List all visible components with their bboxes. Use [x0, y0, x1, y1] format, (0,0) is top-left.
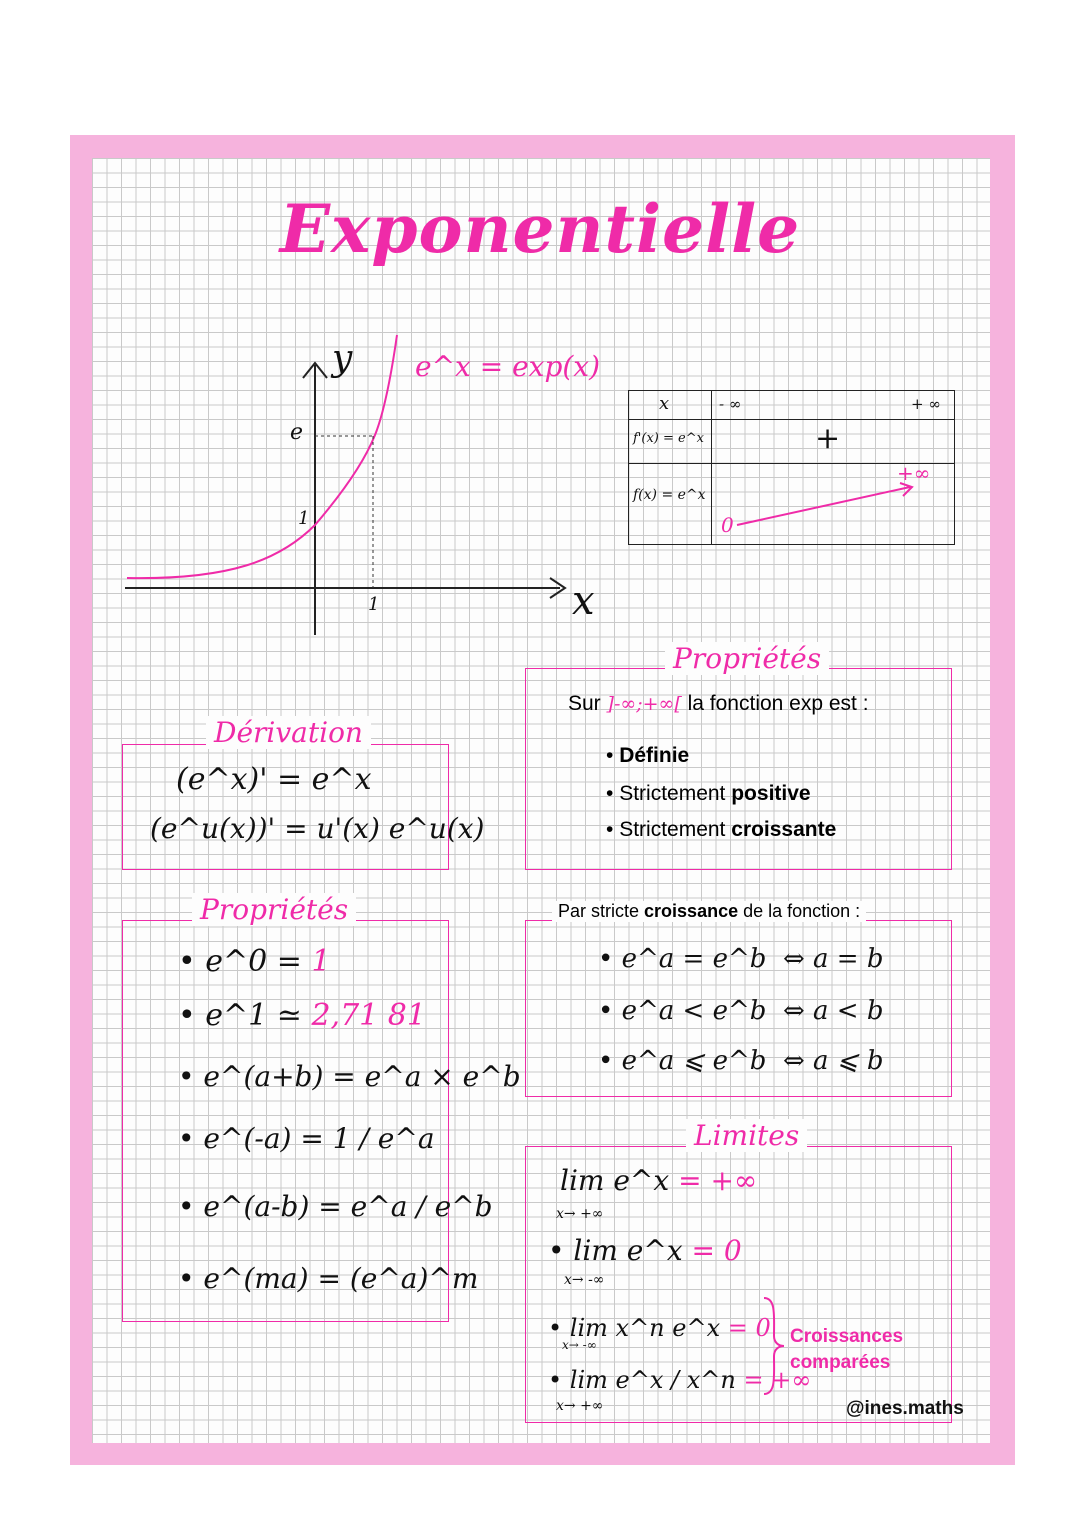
croissance-title: Par stricte croissance de la fonction :: [552, 901, 866, 922]
formula-row: • e^1 ≃ 2,71 81: [178, 998, 426, 1033]
intro-before: Sur: [568, 692, 601, 715]
interval: ]-∞;+∞[: [606, 693, 682, 715]
brace-label-line1: Croissances: [790, 1326, 904, 1347]
properties-formulas-title: Propriétés: [192, 893, 356, 926]
properties-intro: [568, 692, 869, 716]
derivative-label: f'(x) = e^x: [633, 431, 704, 446]
croissance-row: • e^a = e^b ⇔ a = b: [598, 944, 884, 974]
formula-row: • e^0 = 1: [178, 944, 331, 979]
page-title: Exponentielle: [279, 190, 801, 268]
property-item: • Définie: [606, 744, 690, 767]
formula-row: • e^(ma) = (e^a)^m: [178, 1262, 479, 1295]
intro-after: la fonction exp est :: [687, 692, 869, 715]
property-item: • Strictement croissante: [606, 818, 837, 841]
variation-arrow: [735, 480, 925, 535]
exp-formula: e^x = exp(x): [415, 350, 601, 383]
derivation-line-1: (e^x)' = e^x: [176, 762, 372, 797]
table-start-value: 0: [721, 513, 734, 537]
brace-label-line2: comparées: [790, 1352, 891, 1373]
croissance-row: • e^a < e^b ⇔ a < b: [598, 996, 884, 1026]
limit-under: x→ +∞: [556, 1206, 604, 1222]
formula-row: • e^(a-b) = e^a / e^b: [178, 1190, 493, 1223]
derivative-sign: +: [815, 421, 841, 456]
one-y-tick-label: 1: [298, 508, 310, 529]
limit-row: • lim e^x / x^n = +∞: [548, 1366, 812, 1394]
derivation-title: Dérivation: [206, 716, 371, 749]
x-label: x: [572, 578, 595, 624]
function-label: f(x) = e^x: [633, 487, 706, 503]
table-plus-inf: + ∞: [911, 395, 941, 413]
limit-under: x→ -∞: [564, 1272, 605, 1288]
limit-row: • lim x^n e^x = 0: [548, 1314, 771, 1342]
e-tick-label: e: [290, 420, 304, 445]
limit-row: lim e^x = +∞: [560, 1164, 758, 1197]
derivation-line-2: (e^u(x))' = u'(x) e^u(x): [150, 812, 485, 845]
limit-row: • lim e^x = 0: [548, 1234, 742, 1267]
formula-row: • e^(-a) = 1 / e^a: [178, 1122, 435, 1155]
table-end-value: +∞: [897, 461, 931, 485]
formula-row: • e^(a+b) = e^a × e^b: [178, 1060, 521, 1093]
limit-under: x→ -∞: [562, 1338, 597, 1352]
property-item: • Strictement positive: [606, 782, 811, 805]
brace: [760, 1296, 788, 1396]
table-x-header: x: [659, 393, 670, 414]
y-label: y: [332, 338, 353, 379]
properties-box-title: Propriétés: [665, 642, 829, 675]
table-minus-inf: - ∞: [719, 395, 742, 413]
croissance-row: • e^a ⩽ e^b ⇔ a ⩽ b: [598, 1046, 884, 1076]
limit-under: x→ +∞: [556, 1398, 604, 1414]
watermark: @ines.maths: [846, 1398, 964, 1419]
one-x-tick-label: 1: [368, 594, 380, 615]
limits-title: Limites: [686, 1119, 807, 1152]
exp-curve: [127, 335, 397, 578]
